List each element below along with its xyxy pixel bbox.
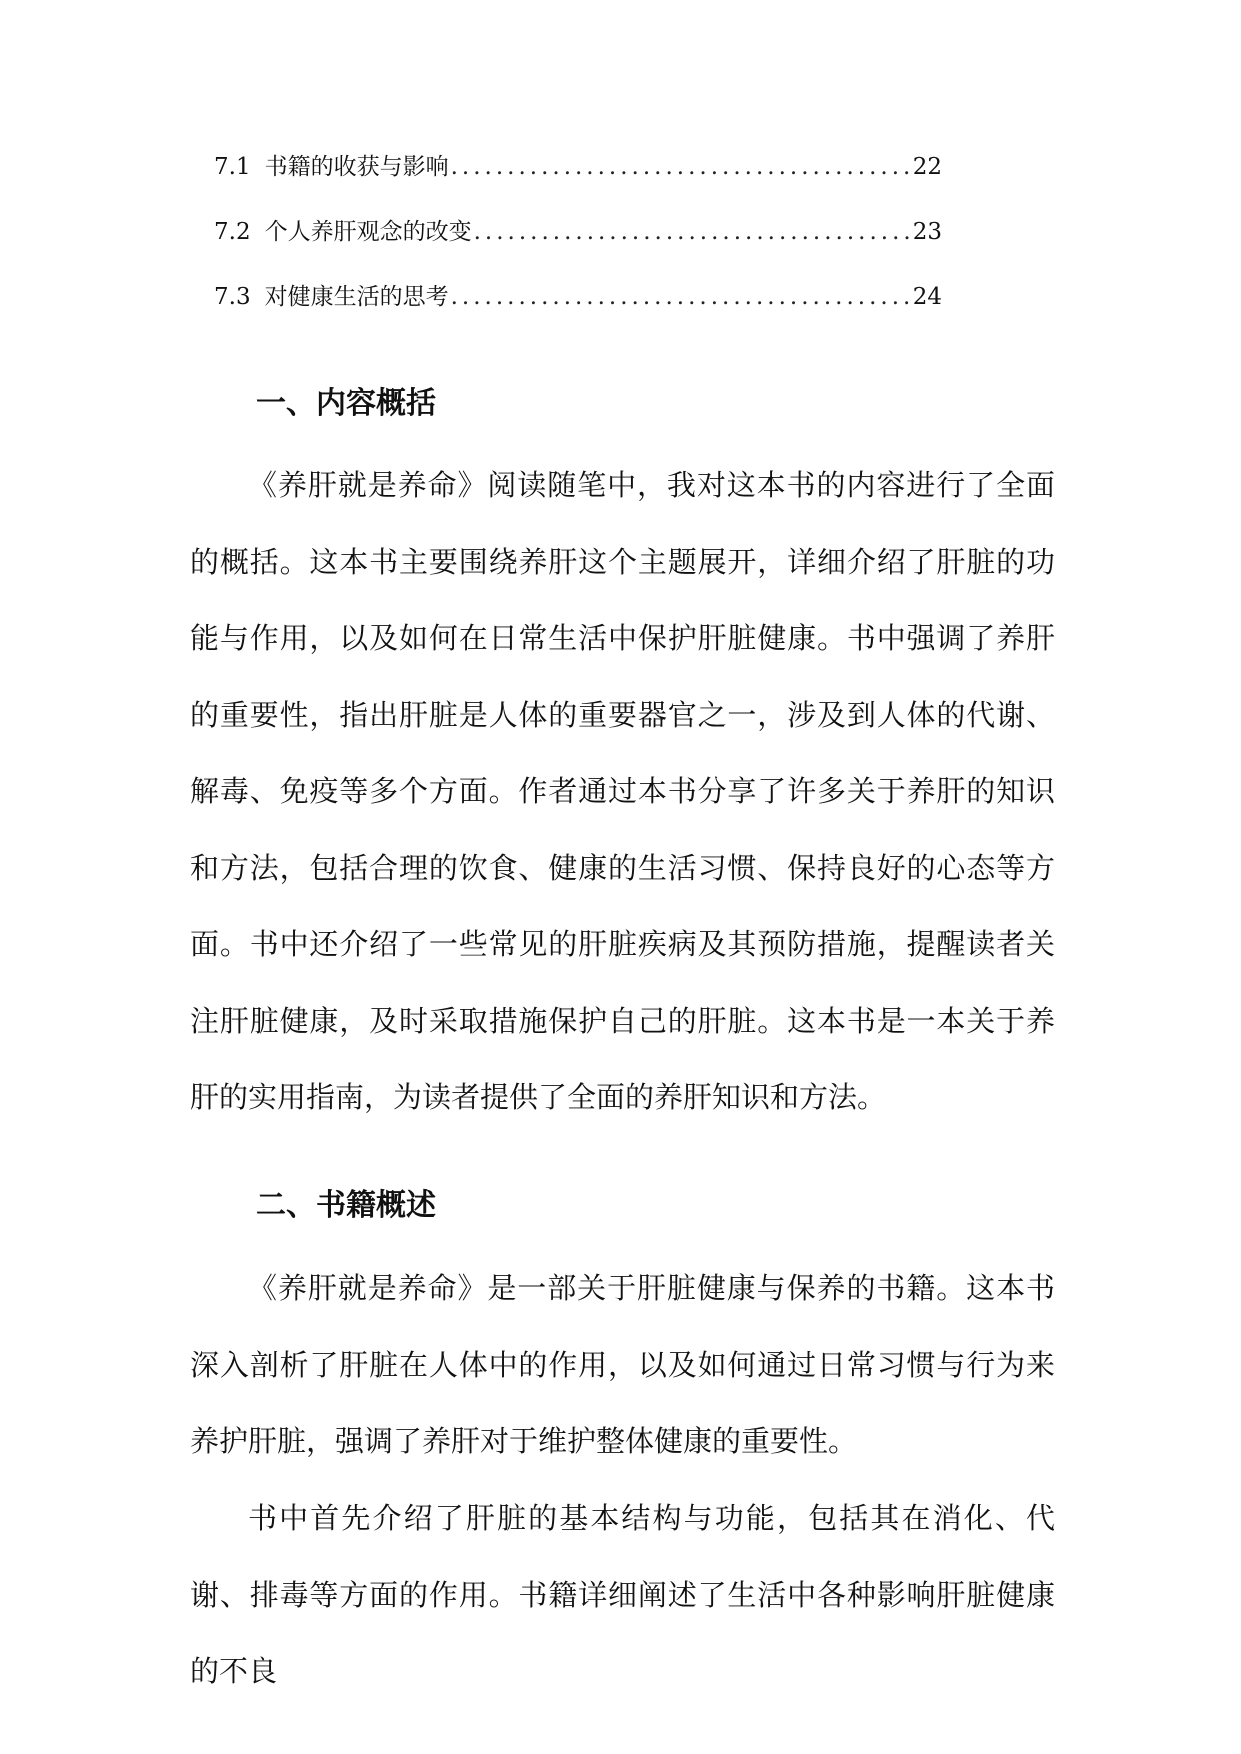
toc-entry-page: 24 [912,284,942,310]
toc-entry-page: 22 [912,154,942,180]
body-paragraph: 书中首先介绍了肝脏的基本结构与功能，包括其在消化、代谢、排毒等方面的作用。书籍详细阐述了生活中各种影响肝脏健康的不良 [190,1501,1055,1688]
toc-leader-dots [451,154,911,180]
body-paragraph: 《养肝就是养命》是一部关于肝脏健康与保养的书籍。这本书深入剖析了肝脏在人体中的作用，以及如何通过日常习惯与行为来养护肝脏，强调了养肝对于维护整体健康的重要性。 [190,1271,1055,1458]
toc-entry-page: 23 [912,219,942,245]
toc-entry-number: 7.2 [214,219,251,245]
toc-entry-title: 对健康生活的思考 [264,284,449,310]
toc-leader-dots [451,284,911,310]
toc-entry-number: 7.3 [214,284,251,310]
toc-entry-title: 个人养肝观念的改变 [264,219,472,245]
table-of-contents [214,148,942,343]
toc-entry[interactable] [214,213,942,278]
toc-entry-title: 书籍的收获与影响 [264,154,449,180]
body-paragraph: 《养肝就是养命》阅读随笔中，我对这本书的内容进行了全面的概括。这本书主要围绕养肝这个主题展开，详细介绍了肝脏的功能与作用，以及如何在日常生活中保护肝脏健康。书中强调了养肝的重要性，指出肝脏是人体的重要器官之一，涉及到人体的代谢、解毒、免疫等多个方面。作者通过本书分享了许多关于养肝的知识和方法，包括合理的饮食、健康的生活习惯、保持良好的心态等方面。书中还介绍了一些常见的肝脏疾病及其预防措施，提醒读者关注肝脏健康，及时采取措施保护自己的肝脏。这本书是一本关于养肝的实用指南，为读者提供了全面的养肝知识和方法。 [190,468,1055,1114]
toc-entry[interactable] [214,278,942,343]
toc-entry[interactable] [214,148,942,213]
section-heading: 一、内容概括 [256,386,436,421]
section-heading: 二、书籍概述 [256,1188,436,1223]
toc-entry-number: 7.1 [214,154,251,180]
toc-leader-dots [474,219,911,245]
